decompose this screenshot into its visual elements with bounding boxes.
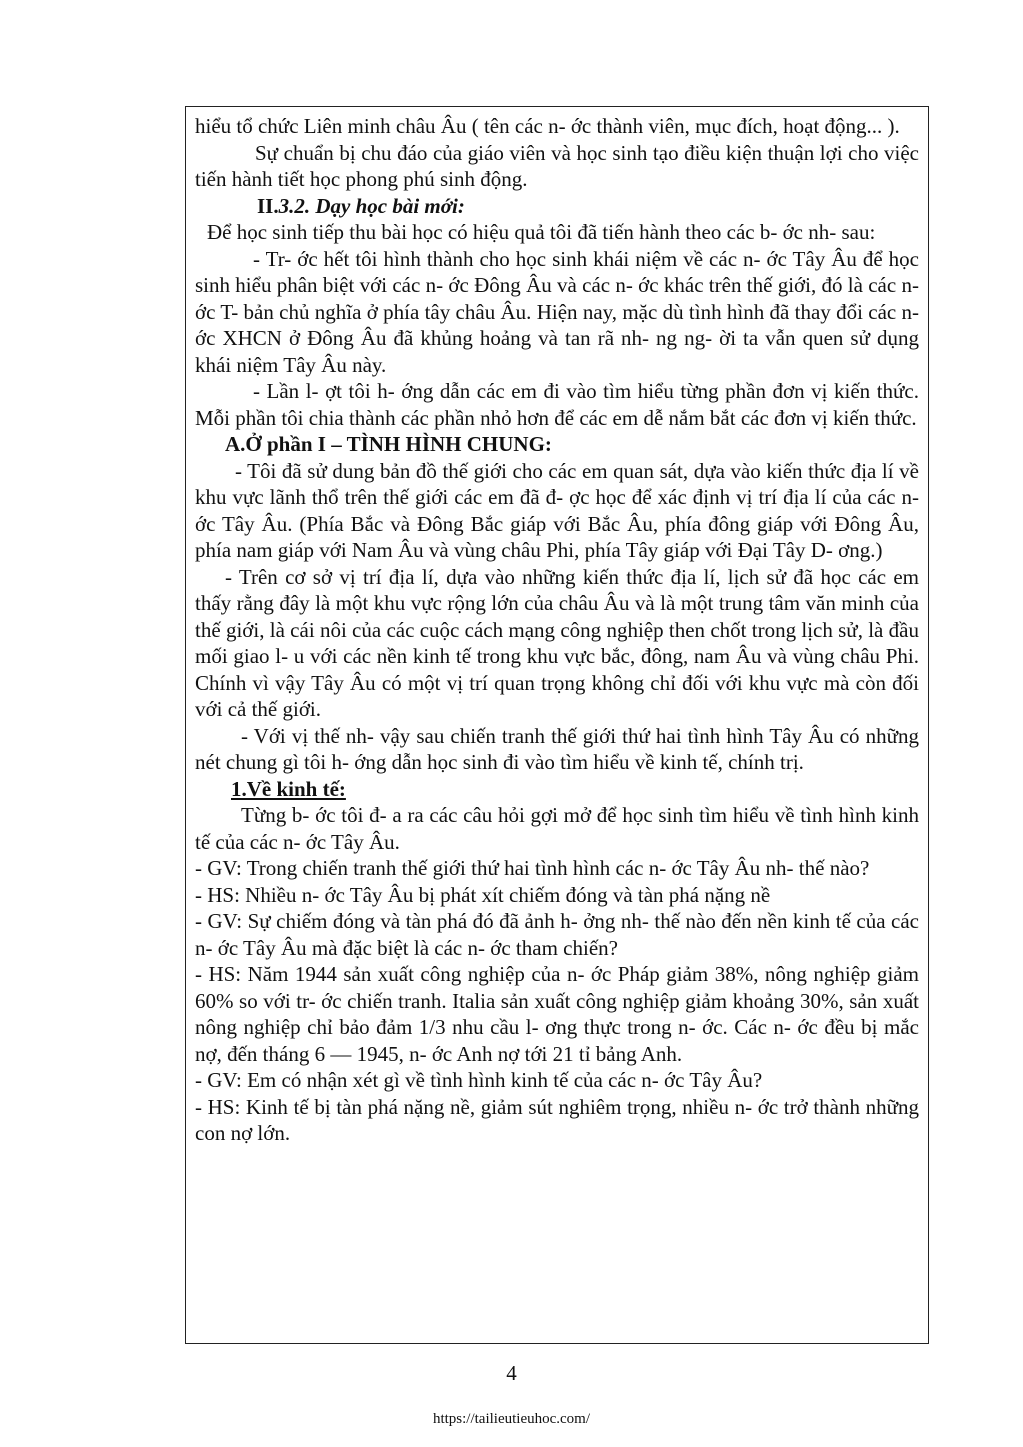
heading-economy: 1.Về kinh tế: (231, 776, 346, 801)
heading-section-ii-3-2 (195, 193, 919, 220)
document-body (195, 113, 919, 1147)
heading-prefix: II. (257, 193, 279, 218)
paragraph-post-war-situation: - Với vị thế nh- vậy sau chiến tranh thế giới thứ hai tình hình Tây Âu có những nét chung gì tôi h- ớng dẫn học sinh đi vào tìm hiểu về kinh tế, chính trị. (195, 723, 919, 774)
dialogue-hs-3: - HS: Kinh tế bị tàn phá nặng nề, giảm sút nghiêm trọng, nhiều n- ớc trở thành những con nợ lớn. (195, 1094, 919, 1145)
dialogue-gv-1: - GV: Trong chiến tranh thế giới thứ hai tình hình các n- ớc Tây Âu nh- thế nào? (195, 856, 870, 880)
dialogue-hs-2: - HS: Năm 1944 sản xuất công nghiệp của n- ớc Pháp giảm 38%, nông nghiệp giảm 60% so với tr- ớc chiến tranh. Italia sản xuất công nghiệp giảm khoảng 30%, sản xuất nông nghiệp chỉ bảo đảm 1/3 nhu cầu l- ơng thực trong n- ớc. Các n- ớc đều bị mắc nợ, đến tháng 6 — 1945, n- ớc Anh nợ tới 21 tỉ bảng Anh. (195, 962, 919, 1066)
paragraph-guiding-questions: Từng b- ớc tôi đ- a ra các câu hỏi gợi mở để học sinh tìm hiểu về tình hình kinh tế của các n- ớc Tây Âu. (195, 803, 919, 854)
dialogue-gv-2: - GV: Sự chiếm đóng và tàn phá đó đã ảnh h- ởng nh- thế nào đến nền kinh tế của các n- ớc Tây Âu mà đặc biệt là các n- ớc tham chiến? (195, 909, 919, 960)
heading-part-i-general: A.Ở phần I – TÌNH HÌNH CHUNG: (225, 432, 552, 456)
paragraph-steps-intro: Để học sinh tiếp thu bài học có hiệu quả tôi đã tiến hành theo các b- ớc nh- sau: (207, 220, 876, 244)
paragraph-geographic-position: - Trên cơ sở vị trí địa lí, dựa vào những kiến thức địa lí, lịch sử đã học các em thấy rằng đây là một khu vực rộng lớn của châu Âu và là một trung tâm văn minh của thế giới, là cái nôi của các cuộc cách mạng công nghiệp then chốt trong lịch sử, là đầu mối giao l- u với các nền kinh tế trong khu vực bắc, đông, nam Âu và vùng châu Phi. Chính vì vậy Tây Âu có một vị trí quan trọng không chỉ đối với khu vực mà còn đối với cả thế giới. (195, 564, 919, 721)
paragraph-knowledge-units: - Lần l- ợt tôi h- ớng dẫn các em đi vào tìm hiểu từng phần đơn vị kiến thức. Mỗi phần tôi chia thành các phần nhỏ hơn để các em dễ nắm bắt các đơn vị kiến thức. (195, 379, 919, 430)
page-number: 4 (506, 1361, 517, 1385)
source-url: https://tailieutieuhoc.com/ (432, 1411, 591, 1427)
paragraph-map-usage: - Tôi đã sử dung bản đồ thế giới cho các em quan sát, dựa vào kiến thức địa lí về khu vực lãnh thổ trên thế giới các em đã đ- ợc học để xác định vị trí địa lí của các n- ớc Tây Âu. (Phía Bắc và Đông Bắc giáp với Bắc Âu, phía đông giáp với Đông Âu, phía nam giáp với Nam Âu và vùng châu Phi, phía Tây giáp với Đại Tây D- ơng.) (195, 458, 919, 562)
paragraph-intro-continuation: hiểu tổ chức Liên minh châu Âu ( tên các n- ớc thành viên, mục đích, hoạt động... ). (195, 114, 900, 138)
dialogue-hs-1: - HS: Nhiều n- ớc Tây Âu bị phát xít chiếm đóng và tàn phá nặng nề (195, 882, 771, 907)
paragraph-preparation: Sự chuẩn bị chu đáo của giáo viên và học sinh tạo điều kiện thuận lợi cho việc tiến hành tiết học phong phú sinh động. (195, 140, 919, 191)
heading-title: 3.2. Dạy học bài mới: (278, 193, 465, 218)
paragraph-concept-west-europe: - Tr- ớc hết tôi hình thành cho học sinh khái niệm về các n- ớc Tây Âu để học sinh hiểu phân biệt với các n- ớc Đông Âu và các n- ớc khác trên thế giới, đó là các n- ớc T- bản chủ nghĩa ở phía tây châu Âu. Hiện nay, mặc dù tình hình đã thay đổi các n- ớc XHCN ở Đông Âu đã khủng hoảng và tan rã nh- ng ng- ời ta vẫn quen sử dụng khái niệm Tây Âu này. (195, 246, 919, 377)
dialogue-gv-3: - GV: Em có nhận xét gì về tình hình kinh tế của các n- ớc Tây Âu? (195, 1068, 763, 1092)
